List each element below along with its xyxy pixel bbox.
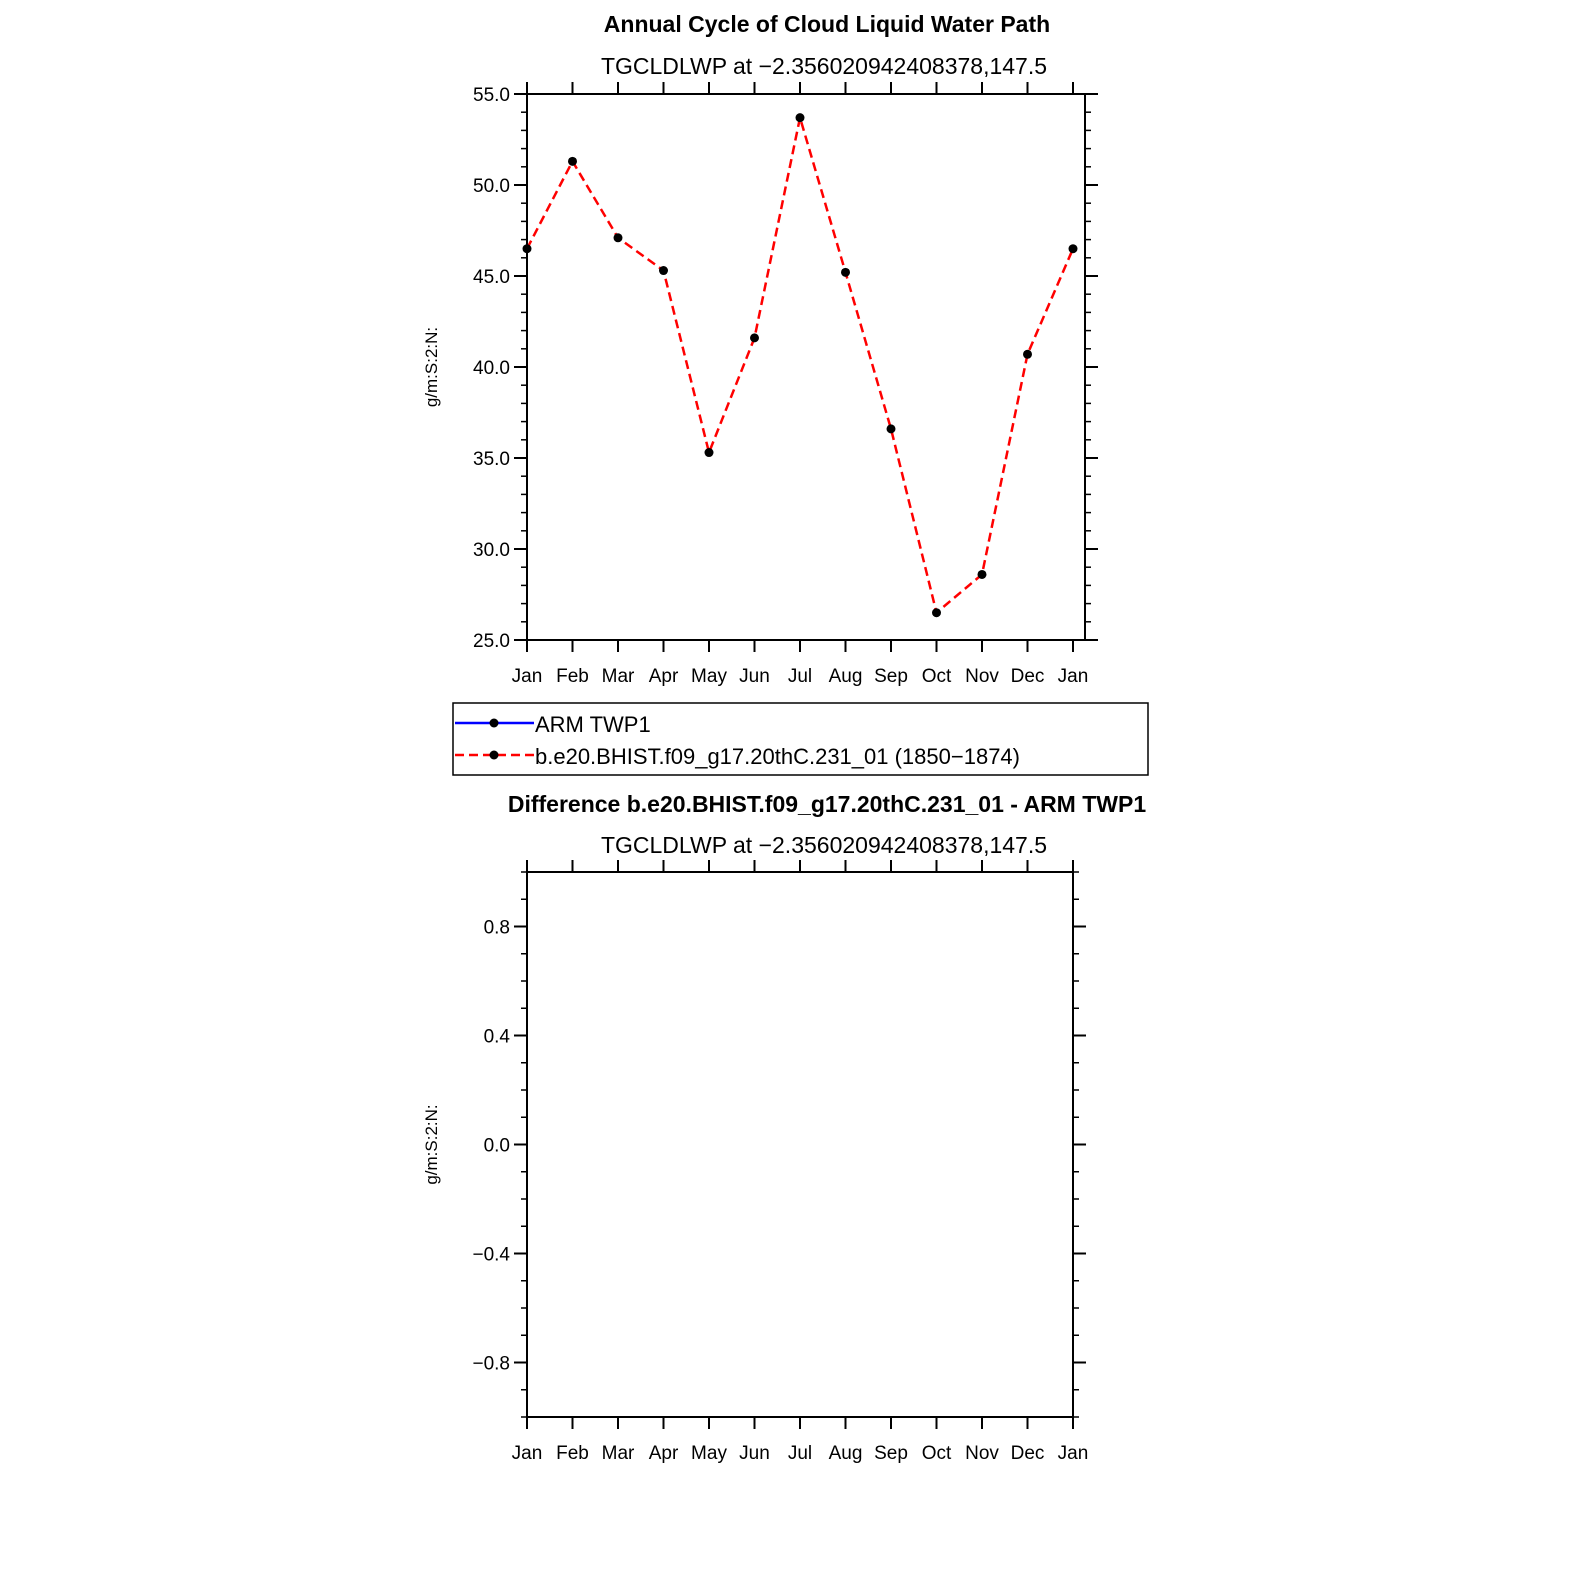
x-tick-label: Jan — [511, 666, 543, 687]
data-point — [1023, 350, 1032, 359]
y-tick-label: 25.0 — [473, 631, 510, 652]
y-tick-label: 30.0 — [473, 540, 510, 561]
data-point — [1069, 244, 1078, 253]
data-point — [568, 157, 577, 166]
plot-frame — [527, 872, 1073, 1417]
x-tick-label: Apr — [648, 666, 679, 687]
x-tick-label: Jan — [1057, 666, 1089, 687]
data-point — [841, 268, 850, 277]
x-tick-label: Dec — [1010, 1443, 1045, 1464]
x-tick-label: Sep — [874, 666, 908, 687]
x-tick-label: Mar — [601, 666, 635, 687]
y-tick-label: −0.8 — [472, 1353, 510, 1375]
y-tick-label: 0.0 — [483, 1135, 510, 1157]
data-point — [796, 113, 805, 122]
data-point — [705, 448, 714, 457]
y-tick-label: 0.8 — [483, 917, 510, 939]
chart-subtitle: TGCLDLWP at −2.356020942408378,147.5 — [600, 53, 1048, 79]
data-point — [614, 233, 623, 242]
x-tick-label: Jan — [1057, 1443, 1089, 1464]
series-line — [527, 118, 1073, 613]
chart-title: Annual Cycle of Cloud Liquid Water Path — [603, 11, 1051, 37]
x-tick-label: Jan — [511, 1443, 543, 1464]
plot-frame — [527, 94, 1085, 640]
x-tick-label: Dec — [1010, 666, 1045, 687]
y-axis-label: g/m:S:2:N: — [422, 326, 441, 408]
x-tick-label: Jul — [787, 1443, 813, 1464]
data-point — [932, 608, 941, 617]
legend-label: ARM TWP1 — [535, 712, 651, 737]
x-tick-label: Mar — [601, 1443, 635, 1464]
y-tick-label: 35.0 — [473, 449, 510, 470]
x-tick-label: Feb — [556, 666, 589, 687]
y-tick-label: 55.0 — [473, 85, 510, 106]
legend-marker — [490, 719, 499, 728]
plot-2 — [422, 791, 1146, 1464]
x-tick-label: Jun — [739, 1443, 770, 1464]
data-point — [523, 244, 532, 253]
x-tick-label: Nov — [965, 1443, 999, 1464]
data-point — [750, 333, 759, 342]
x-tick-label: Nov — [965, 666, 999, 687]
legend-marker — [490, 751, 499, 760]
x-tick-label: Feb — [556, 1443, 589, 1464]
data-point — [659, 266, 668, 275]
x-tick-label: Apr — [648, 1443, 679, 1464]
x-tick-label: Aug — [828, 1443, 863, 1464]
x-tick-label: May — [691, 1443, 727, 1464]
x-tick-label: Oct — [921, 666, 952, 687]
x-tick-label: Sep — [874, 1443, 908, 1464]
x-tick-label: Jul — [787, 666, 813, 687]
y-tick-label: 50.0 — [473, 176, 510, 197]
y-tick-label: 45.0 — [473, 267, 510, 288]
legend-label: b.e20.BHIST.f09_g17.20thC.231_01 (1850−1874) — [535, 744, 1020, 769]
chart-subtitle: TGCLDLWP at −2.356020942408378,147.5 — [600, 832, 1048, 858]
y-tick-label: −0.4 — [472, 1244, 510, 1266]
x-tick-label: May — [691, 666, 727, 687]
x-tick-label: Jun — [739, 666, 770, 687]
x-tick-label: Aug — [828, 666, 863, 687]
y-tick-label: 40.0 — [473, 358, 510, 379]
plot-1 — [422, 11, 1148, 775]
legend — [453, 703, 1148, 775]
y-axis-label: g/m:S:2:N: — [422, 1104, 441, 1185]
x-tick-label: Oct — [921, 1443, 952, 1464]
y-tick-label: 0.4 — [483, 1026, 510, 1048]
chart-title: Difference b.e20.BHIST.f09_g17.20thC.231_01 - ARM TWP1 — [507, 791, 1147, 817]
data-point — [978, 570, 987, 579]
data-point — [887, 424, 896, 433]
